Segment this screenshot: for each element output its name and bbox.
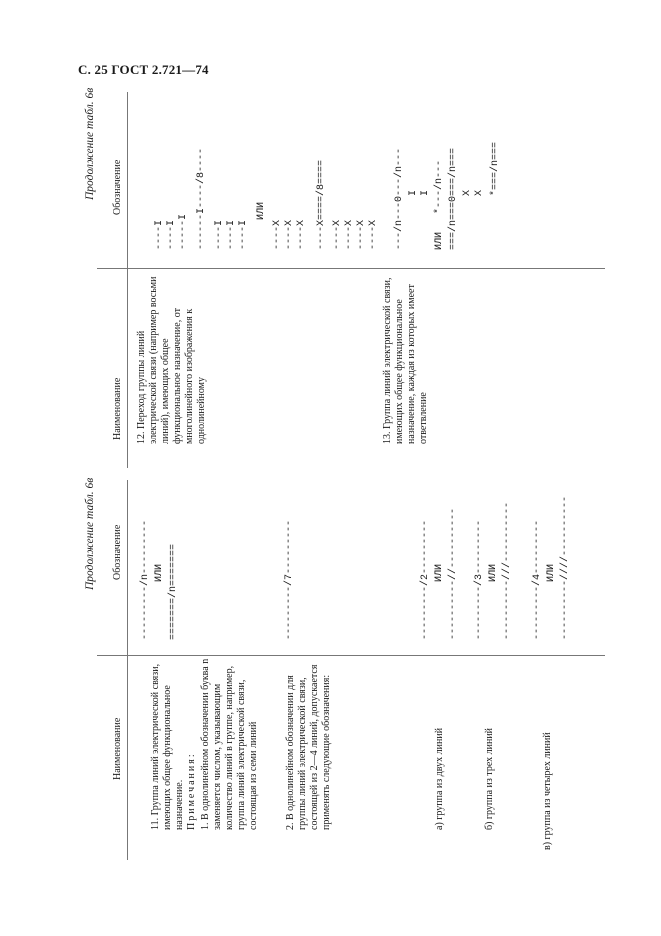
row-11-name: 11. Группа линий электрической связи, имеющих общее функциональное назначение. — [150, 663, 185, 830]
column-header-name: Наименование — [112, 377, 123, 440]
row-12-name: 12. Переход группы линий электрической связи (например восьми линий), имеющих общее функциональное назначение, от многолинейного изображения к однолинейному — [136, 276, 207, 444]
page-header: С. 25 ГОСТ 2.721—74 — [78, 62, 209, 77]
row-a-name: а) группа из двух линий — [434, 727, 445, 830]
table-caption: Продолжение табл. 6в — [84, 477, 96, 590]
row-13-name: 13. Группа линий электрической связи, имеющих общее функциональное назначение, каждая из которых имеет ответвление — [382, 277, 429, 444]
column-divider — [97, 655, 605, 656]
note-1: 1. В однолинейном обозначении буква n заменяется числом, указывающим количество линий в группе, например, группа линий электрической связи, состоящая из семи линий — [200, 658, 259, 830]
notes-title: Примечания: — [186, 752, 197, 830]
table-caption: Продолжение табл. 6в — [84, 87, 96, 200]
column-header-name: Наименование — [112, 717, 123, 780]
header-divider — [127, 92, 128, 468]
row-b-name: б) группа из трех линий — [484, 727, 495, 830]
note-2: 2. В однолинейном обозначении для группы линий электрической связи, состоящей из 2—4 линий, допускается применять следующие обозначения: — [285, 664, 332, 830]
column-header-symbol: Обозначение — [112, 524, 123, 580]
note-1-symbol: ---------/7--------- — [284, 519, 295, 640]
row-c-name: в) группа из четырех линий — [542, 732, 553, 850]
column-header-symbol: Обозначение — [112, 159, 123, 215]
header-divider — [127, 480, 128, 860]
